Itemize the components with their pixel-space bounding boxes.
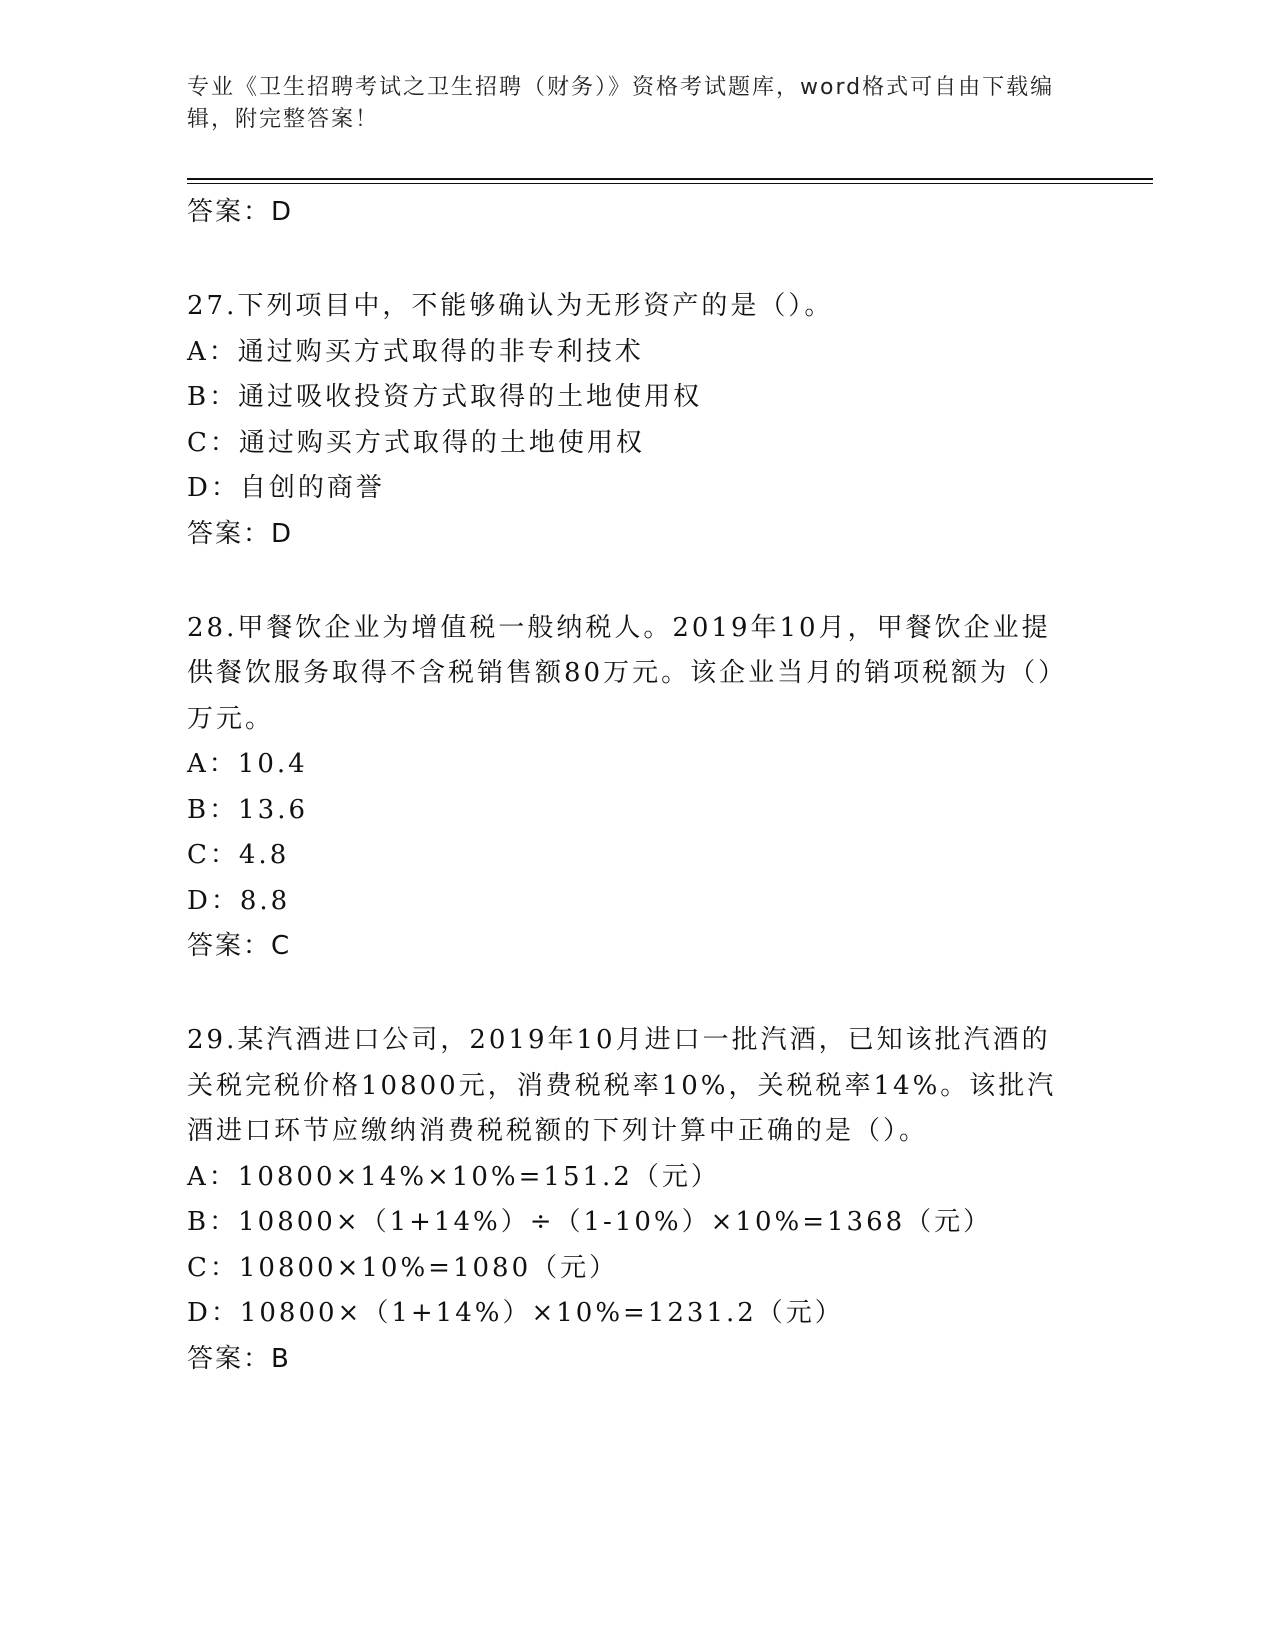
question-block bbox=[187, 1018, 1067, 1381]
option-c: C：4.8 bbox=[187, 840, 290, 870]
answer-line: 答案：D bbox=[187, 518, 294, 549]
question-block bbox=[187, 284, 1067, 556]
option-a: A：通过购买方式取得的非专利技术 bbox=[187, 336, 644, 367]
question-text: 28.甲餐饮企业为增值税一般纳税人。2019年10月，甲餐饮企业提供餐饮服务取得不含税销售额80万元。该企业当月的销项税额为（）万元。 bbox=[187, 612, 1055, 734]
option-a: A：10.4 bbox=[187, 749, 308, 779]
option-b: B：13.6 bbox=[187, 794, 308, 825]
header-rule-thin bbox=[187, 183, 1153, 184]
option-b: B：10800×（1+14%）÷（1-10%）×10%=1368（元） bbox=[187, 1207, 993, 1237]
option-d: D：10800×（1+14%）×10%=1231.2（元） bbox=[187, 1298, 844, 1328]
option-d: D：8.8 bbox=[187, 885, 291, 916]
header-rule-thick bbox=[187, 178, 1153, 180]
answer-line: 答案：C bbox=[187, 931, 292, 961]
option-d: D：自创的商誉 bbox=[187, 473, 385, 503]
question-text: 27.下列项目中，不能够确认为无形资产的是（）。 bbox=[187, 291, 834, 321]
answer-line: 答案：D bbox=[187, 197, 294, 227]
option-a: A：10800×14%×10%=151.2（元） bbox=[187, 1161, 720, 1192]
option-c: C：通过购买方式取得的土地使用权 bbox=[187, 427, 645, 458]
question-text: 29.某汽酒进口公司，2019年10月进口一批汽酒，已知该批汽酒的关税完税价格10800元，消费税税率10%，关税税率14%。该批汽酒进口环节应缴纳消费税税额的下列计算中正确的是（）。 bbox=[187, 1025, 1057, 1146]
option-b: B：通过吸收投资方式取得的土地使用权 bbox=[187, 382, 703, 412]
page-header: 专业《卫生招聘考试之卫生招聘（财务）》资格考试题库，word格式可自由下载编辑，附完整答案！ bbox=[187, 75, 1055, 132]
question-block bbox=[187, 606, 1067, 969]
answer-line: 答案：B bbox=[187, 1343, 291, 1374]
question-list bbox=[187, 190, 1067, 1381]
option-c: C：10800×10%=1080（元） bbox=[187, 1252, 619, 1283]
